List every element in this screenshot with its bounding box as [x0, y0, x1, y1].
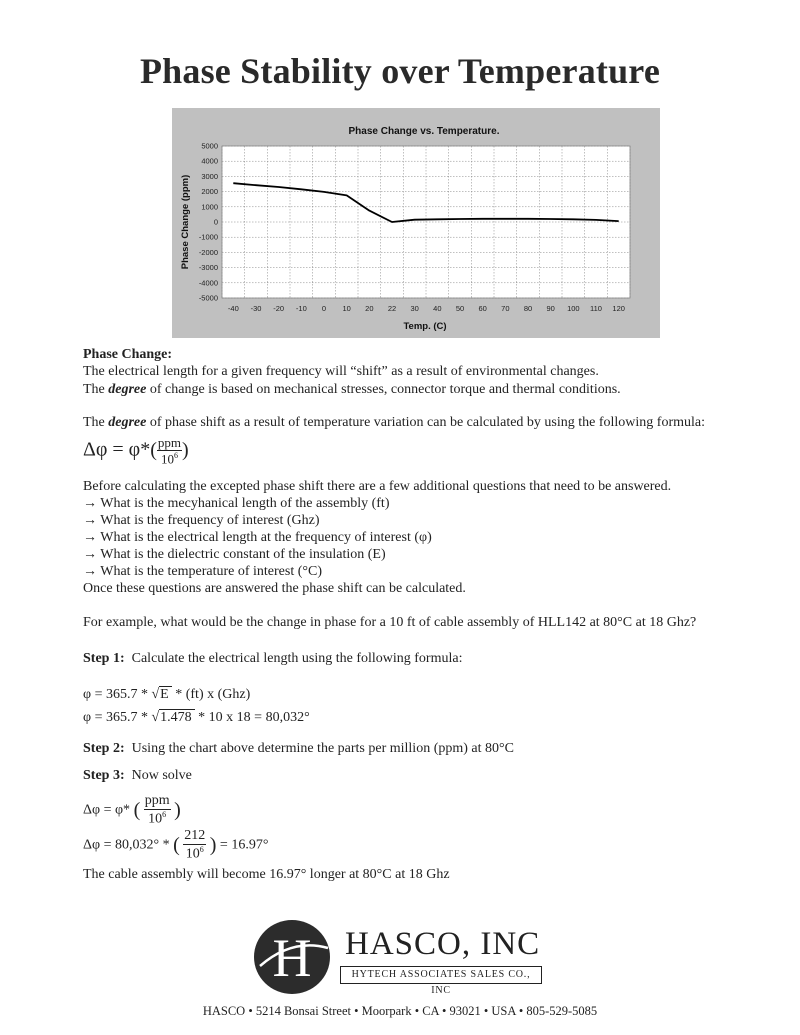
x-tick-label: -20 [273, 304, 285, 313]
phase-change-chart [172, 108, 660, 338]
step-1-label: Step 1: [83, 651, 125, 666]
main-formula-num: ppm [157, 435, 182, 450]
step-3-formula-2-num: 212 [184, 828, 206, 843]
y-tick-label: 2000 [201, 187, 218, 197]
intro-line-3-em: degree [108, 415, 147, 430]
page-title: Phase Stability over Temperature [139, 51, 661, 91]
x-tick-label: 80 [523, 304, 533, 313]
x-tick-label: 22 [387, 304, 397, 313]
plot-area [199, 142, 630, 314]
y-axis-label: Phase Change (ppm) [180, 174, 191, 270]
questions-intro: Before calculating the excepted phase shift there are a few additional questions that need to be answered. [83, 479, 672, 494]
main-formula-fraction [157, 436, 182, 465]
step-1-formula-1 [83, 686, 250, 703]
step-3-formula-1 [83, 794, 181, 827]
open-paren: ( [173, 833, 180, 856]
step-1-formula-2 [83, 709, 310, 726]
intro-line-1: The electrical length for a given frequency will “shift” as a result of environmental changes. [83, 364, 599, 379]
step-3-formula-2-result: = 16.97° [219, 837, 269, 853]
question-item: → What is the dielectric constant of the insulation (E) [83, 547, 386, 562]
y-tick-label: 1000 [201, 202, 218, 212]
main-formula [83, 436, 189, 465]
x-tick-label: 90 [546, 304, 555, 313]
intro-line-2-post: of change is based on mechanical stresses, connector torque and thermal conditions. [146, 382, 621, 397]
step-2 [83, 740, 514, 757]
x-tick-label: 100 [567, 304, 580, 313]
step-1-formula-2-pre: φ = 365.7 * [83, 710, 148, 725]
y-tick-label: 4000 [201, 156, 218, 166]
main-formula-open-paren: ( [150, 439, 157, 462]
step-3-text: Now solve [131, 768, 192, 783]
chart-svg [172, 108, 660, 338]
y-tick-label: -1000 [198, 232, 218, 242]
open-paren: ( [133, 798, 141, 821]
footer-address: HASCO • 5214 Bonsai Street • Moorpark • CA • 93021 • USA • 805-529-5085 [202, 1004, 598, 1018]
close-paren: ) [209, 833, 217, 856]
step-1-formula-1-pre: φ = 365.7 * [83, 687, 148, 702]
intro-line-2-pre: The [83, 382, 109, 397]
x-tick-label: 120 [612, 304, 625, 313]
step-1-formula-2-radicand: 1.478 [159, 709, 195, 725]
question-item: → What is the temperature of interest (°C) [83, 564, 322, 579]
step-1-text: Calculate the electrical length using the following formula: [131, 651, 463, 666]
x-tick-label: 70 [501, 304, 510, 313]
logo-name: HASCO, INC [345, 926, 541, 962]
x-tick-label: 0 [321, 304, 327, 313]
logo-mark-icon [250, 918, 340, 996]
step-2-text: Using the chart above determine the parts per million (ppm) at 80°C [131, 741, 514, 756]
x-tick-label: 30 [410, 304, 419, 313]
step-3-formula-2-lhs: Δφ = 80,032° * [83, 837, 170, 853]
sqrt-symbol: √1.478 [151, 709, 194, 726]
step-3-formula-2-den: 10 [185, 846, 200, 862]
x-axis-label: Temp. (C) [403, 321, 447, 332]
question-item: → What is the frequency of interest (Ghz) [83, 513, 320, 528]
main-formula-close-paren: ) [182, 439, 189, 462]
step-3-formula-1-den: 10 [148, 811, 163, 827]
sqrt-symbol: √E [151, 686, 171, 703]
main-formula-den-wrap [161, 451, 178, 465]
main-formula-den-exp: 6 [173, 451, 178, 460]
y-tick-label: -2000 [198, 247, 218, 257]
logo-subtitle: HYTECH ASSOCIATES SALES CO., INC [340, 966, 542, 984]
chart-title: Phase Change vs. Temperature. [348, 126, 500, 137]
step-3-formula-1-fraction [144, 794, 171, 827]
step-3-formula-1-num: ppm [144, 793, 170, 808]
step-3-formula-2-den-wrap [186, 845, 204, 862]
main-formula-lhs: Δφ = φ* [83, 438, 151, 461]
x-tick-label: 110 [590, 304, 602, 313]
conclusion: The cable assembly will become 16.97° longer at 80°C at 18 Ghz [83, 867, 450, 882]
step-3-formula-2 [83, 829, 268, 862]
x-tick-label: 10 [342, 304, 351, 313]
logo-mark-letter: H [272, 928, 312, 988]
y-tick-label: 0 [213, 217, 218, 227]
step-3-formula-1-den-wrap [148, 810, 166, 827]
step-1 [83, 650, 462, 667]
x-tick-label: -40 [227, 304, 239, 313]
y-tick-label: 5000 [201, 141, 218, 151]
x-tick-label: -10 [295, 304, 307, 313]
step-1-formula-1-radicand: E [159, 686, 172, 702]
step-3 [83, 767, 192, 784]
question-item: → What is the mecyhanical length of the assembly (ft) [83, 496, 390, 511]
hasco-logo [250, 918, 550, 996]
step-1-formula-1-post: * (ft) x (Ghz) [175, 687, 251, 702]
y-tick-label: -4000 [198, 278, 218, 288]
x-tick-label: 60 [478, 304, 487, 313]
close-paren: ) [174, 798, 181, 821]
y-tick-label: 3000 [201, 171, 218, 181]
main-formula-den: 10 [160, 451, 174, 467]
x-tick-label: 40 [433, 304, 442, 313]
x-tick-label: 20 [365, 304, 374, 313]
intro-line-3-post: of phase shift as a result of temperature variation can be calculated by using the following formula: [146, 415, 706, 430]
intro-line-3-pre: The [83, 415, 109, 430]
intro-line-2 [83, 381, 621, 398]
questions-outro: Once these questions are answered the phase shift can be calculated. [83, 581, 466, 596]
step-2-label: Step 2: [83, 741, 125, 756]
y-tick-label: -3000 [198, 263, 218, 273]
section-heading: Phase Change: [83, 347, 173, 362]
step-3-label: Step 3: [83, 768, 125, 783]
y-tick-label: -5000 [198, 293, 218, 303]
step-3-formula-2-fraction [183, 829, 206, 862]
intro-line-3 [83, 414, 705, 431]
step-3-formula-1-lhs: Δφ = φ* [83, 802, 131, 818]
example-question: For example, what would be the change in phase for a 10 ft of cable assembly of HLL142 at 80°C at 18 Ghz? [83, 615, 697, 630]
x-tick-label: 50 [455, 304, 465, 313]
step-3-formula-1-den-exp: 6 [162, 810, 167, 819]
step-3-formula-2-den-exp: 6 [199, 845, 204, 854]
step-1-formula-2-post: * 10 x 18 = 80,032° [198, 710, 310, 725]
question-item: → What is the electrical length at the frequency of interest (φ) [83, 530, 432, 545]
intro-line-2-em: degree [108, 382, 147, 397]
x-tick-label: -30 [250, 304, 262, 313]
